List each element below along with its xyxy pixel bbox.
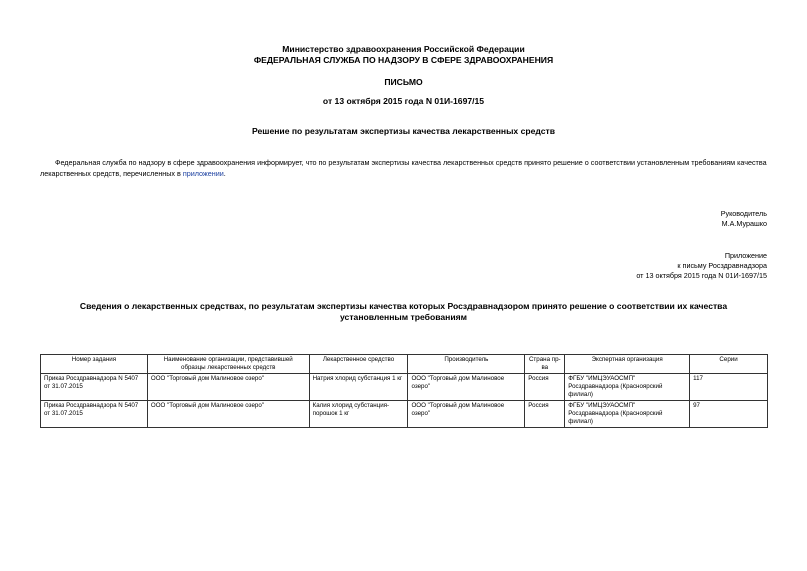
col-header-country: Страна пр-ва	[525, 355, 565, 374]
table-row	[41, 374, 768, 401]
signature-title: Руководитель	[720, 209, 767, 218]
table-header-row	[41, 355, 768, 374]
letter-subject: Решение по результатам экспертизы качества лекарственных средств	[251, 126, 556, 136]
col-header-series: Серии	[690, 355, 768, 374]
cell-medicine: Калия хлорид субстанция-порошок 1 кг	[309, 401, 408, 428]
cell-series: 97	[690, 401, 768, 428]
cell-country: Россия	[525, 401, 565, 428]
cell-manufacturer: ООО "Торговый дом Малиновое озеро"	[408, 374, 525, 401]
service-name: ФЕДЕРАЛЬНАЯ СЛУЖБА ПО НАДЗОРУ В СФЕРЕ ЗДРАВООХРАНЕНИЯ	[253, 55, 554, 65]
cell-organization: ООО "Торговый дом Малиновое озеро"	[147, 401, 309, 428]
table-row	[41, 401, 768, 428]
cell-manufacturer: ООО "Торговый дом Малиновое озеро"	[408, 401, 525, 428]
col-header-expert-org: Экспертная организация	[565, 355, 690, 374]
signature-block	[721, 209, 767, 229]
cell-organization: ООО "Торговый дом Малиновое озеро"	[147, 374, 309, 401]
col-header-task-number: Номер задания	[41, 355, 148, 374]
cell-task-number: Приказ Росздравнадзора N 5407 от 31.07.2015	[41, 401, 148, 428]
col-header-manufacturer: Производитель	[408, 355, 525, 374]
medicines-table	[40, 354, 768, 428]
cell-task-number: Приказ Росздравнадзора N 5407 от 31.07.2015	[41, 374, 148, 401]
appendix-ref-line3: от 13 октября 2015 года N 01И-1697/15	[636, 271, 767, 280]
col-header-medicine: Лекарственное средство	[309, 355, 408, 374]
cell-medicine: Натрия хлорид субстанция 1 кг	[309, 374, 408, 401]
ministry-name: Министерство здравоохранения Российской Федерации	[282, 44, 525, 54]
cell-expert-org: ФГБУ "ИМЦЭУАОСМП" Росздравнадзора (Красноярский филиал)	[565, 374, 690, 401]
cell-series: 117	[690, 374, 768, 401]
signature-name: М.А.Мурашко	[721, 219, 767, 228]
body-text-part: Федеральная служба по надзору в сфере здравоохранения информирует, что по результатам экспертизы качества лекарственных средств принято решение о соответствии установленным требованиям качества лекарственных средств, перечисленных в	[40, 158, 767, 178]
cell-expert-org: ФГБУ "ИМЦЭУАОСМП" Росздравнадзора (Красноярский филиал)	[565, 401, 690, 428]
appendix-link[interactable]: приложении	[182, 169, 224, 178]
letter-body	[40, 157, 780, 179]
doc-date-number: от 13 октября 2015 года N 01И-1697/15	[322, 96, 485, 106]
appendix-ref-line1: Приложение	[724, 251, 767, 260]
appendix-title: Сведения о лекарственных средствах, по результатам экспертизы качества которых Росздравнадзором принято решение о соответствии их качества установленным требованиям	[79, 301, 728, 322]
doc-type: ПИСЬМО	[384, 77, 423, 87]
cell-country: Россия	[525, 374, 565, 401]
body-text-end: .	[223, 169, 226, 178]
appendix-ref-line2: к письму Росздравнадзора	[677, 261, 767, 270]
col-header-organization: Наименование организации, представившей образцы лекарственных средств	[147, 355, 309, 374]
appendix-reference	[636, 251, 767, 281]
